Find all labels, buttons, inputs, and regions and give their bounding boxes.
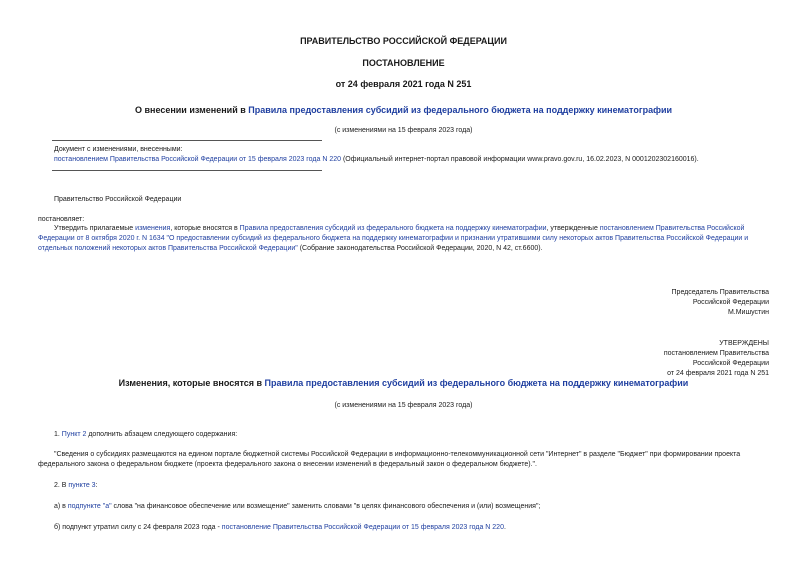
signature-org: Российской Федерации	[692, 299, 769, 306]
rules-link-2[interactable]: Правила предоставления субсидий из федерального бюджета на поддержку кинематографии	[239, 225, 547, 232]
changes-intro: Документ с изменениями, внесенными:	[54, 146, 183, 153]
changes-link[interactable]: изменения	[135, 225, 171, 232]
item-2-text-a: 2. В	[54, 482, 69, 489]
annex-rules-link[interactable]: Правила предоставления субсидий из федерального бюджета на поддержку кинематографии	[264, 378, 689, 388]
decision-paragraph	[38, 224, 770, 254]
item-2a-link[interactable]: подпункте "а"	[67, 503, 112, 510]
decides: постановляет:	[38, 216, 85, 223]
amendment-link[interactable]: постановлением Правительства Российской Федерации от 15 февраля 2023 года N 220	[54, 156, 341, 163]
decree-1634-link[interactable]: постановлением Правительства Российской Федерации от 8 октября 2020 г. N 1634 "О предоставлении субсидий из федерального бюджета на поддержку кинематографии и признании утратившими силу некоторых актов Правительства Российской Федерации и отдельных положений некоторых актов Правительства Российской Федерации"	[38, 225, 749, 252]
item-2a	[54, 502, 540, 511]
document-title	[0, 105, 807, 116]
signature-name: М.Мишустин	[727, 309, 769, 316]
title-prefix: О внесении изменений в	[134, 105, 249, 115]
item-2b	[54, 523, 506, 532]
item-2a-text-b: слова "на финансовое обеспечение или возмещение" заменить словами "в целях финансового обеспечения и (или) возмещения";	[111, 503, 541, 510]
item-2	[54, 481, 98, 490]
approval-line-3: Российской Федерации	[692, 360, 769, 367]
doc-type-heading: ПОСТАНОВЛЕНИЕ	[362, 58, 445, 68]
approval-line-1: УТВЕРЖДЕНЫ	[719, 340, 769, 347]
government-heading: ПРАВИТЕЛЬСТВО РОССИЙСКОЙ ФЕДЕРАЦИИ	[300, 36, 507, 46]
item-1-link[interactable]: Пункт 2	[61, 431, 87, 438]
item-2a-text-a: а) в	[54, 503, 68, 510]
signature-title: Председатель Правительства	[671, 289, 769, 296]
date-number-heading: от 24 февраля 2021 года N 251	[335, 79, 472, 89]
item-1-number: 1.	[54, 431, 62, 438]
changes-line	[54, 155, 699, 164]
item-2b-link[interactable]: постановление Правительства Российской Федерации от 15 февраля 2023 года N 220	[221, 524, 504, 531]
annex-title	[0, 378, 807, 389]
p1-text-b: , которые вносятся в	[170, 225, 240, 232]
amendment-source: (Официальный интернет-портал правовой информации www.pravo.gov.ru, 16.02.2023, N 0001202302160016).	[341, 156, 699, 163]
divider-bottom	[52, 170, 322, 171]
annex-prefix: Изменения, которые вносятся в	[118, 378, 265, 388]
p1-text-c: , утвержденные	[546, 225, 600, 232]
p1-text-d: (Собрание законодательства Российской Федерации, 2020, N 42, ст.6600).	[297, 245, 543, 252]
amended-note: (с изменениями на 15 февраля 2023 года)	[334, 127, 473, 134]
item-1	[54, 430, 237, 439]
item-2b-text-a: б) подпункт утратил силу с 24 февраля 2023 года -	[54, 524, 222, 531]
item-1-text: дополнить абзацем следующего содержания:	[86, 431, 238, 438]
item-1-quote: "Сведения о субсидиях размещаются на едином портале бюджетной системы Российской Федерации в информационно-телекоммуникационной сети "Интернет" в разделе "Бюджет" при формировании проекта федерального закона о федеральном бюджете (проекта федерального закона о внесении изменений в федеральный закон о федеральном бюджете).".	[38, 451, 741, 468]
approval-line-2: постановлением Правительства	[663, 350, 769, 357]
issuer: Правительство Российской Федерации	[54, 196, 182, 203]
annex-amended-note: (с изменениями на 15 февраля 2023 года)	[334, 402, 473, 409]
item-2-link[interactable]: пункте 3	[68, 482, 96, 489]
approval-line-4: от 24 февраля 2021 года N 251	[667, 370, 769, 377]
rules-link[interactable]: Правила предоставления субсидий из федерального бюджета на поддержку кинематографии	[248, 105, 673, 115]
item-2b-text-b: .	[503, 524, 506, 531]
item-2-text-b: :	[95, 482, 98, 489]
p1-text-a: Утвердить прилагаемые	[54, 225, 136, 232]
divider-top	[52, 140, 322, 141]
